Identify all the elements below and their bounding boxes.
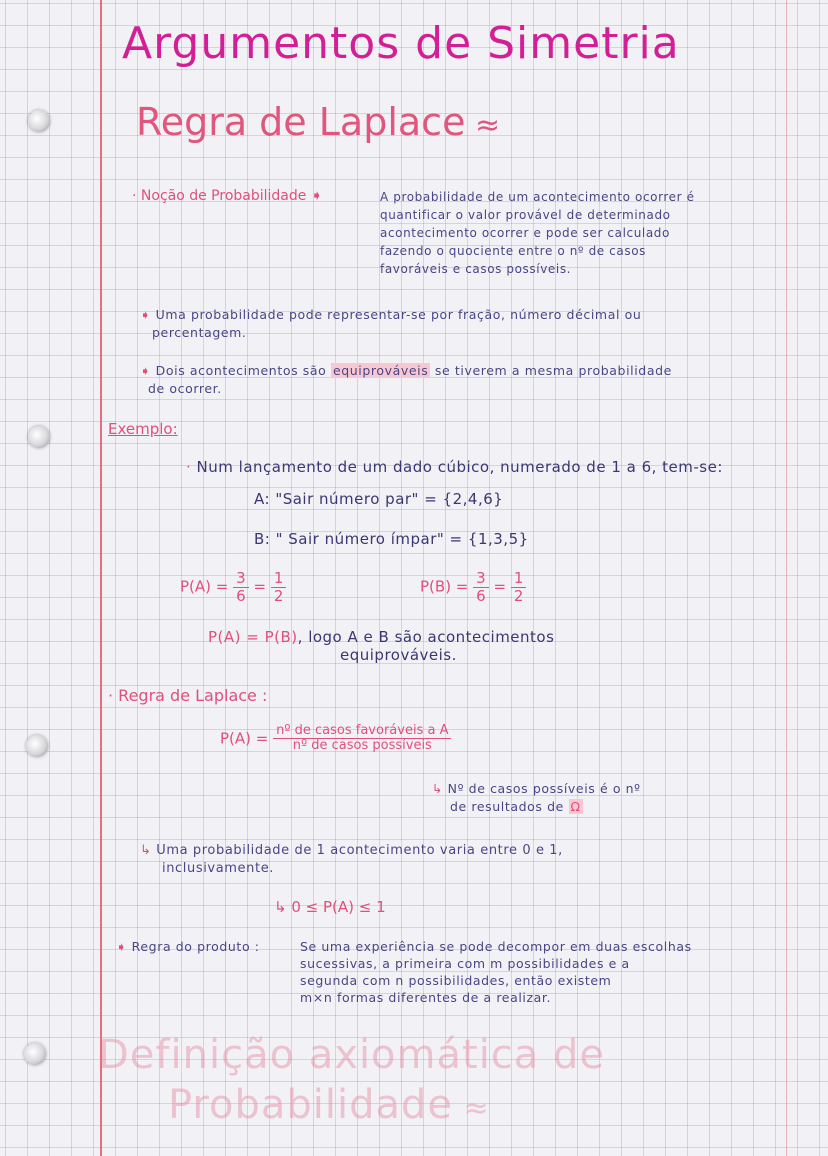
event-b: B: " Sair número ímpar" = {1,3,5} xyxy=(254,530,529,548)
exemplo-intro: · Num lançamento de um dado cúbico, numerado de 1 a 6, tem-se: xyxy=(186,458,723,476)
prob-a: P(A) = $\frac{3}{6}$ = $\frac{1}{2}$ xyxy=(180,570,286,604)
right-margin-line xyxy=(786,0,787,1156)
binder-hole xyxy=(24,1043,46,1065)
page-subtitle: Regra de Laplace ≈ xyxy=(136,100,501,144)
note-representation: ➧ Uma probabilidade pode representar-se por fração, número décimal ou percentagem. xyxy=(140,307,642,340)
produto-definition: Se uma experiência se pode decompor em duas escolhas sucessivas, a primeira com m possibilidades e a segunda com n possibilidades, então existem m×n formas diferentes de a realizar. xyxy=(300,939,692,1005)
nocao-definition: A probabilidade de um acontecimento ocorrer é quantificar o valor provável de determinado acontecimento ocorrer e pode ser calculado fazendo o quociente entre o nº de casos favoráveis e casos possíveis. xyxy=(380,190,695,276)
binder-hole xyxy=(28,426,50,448)
range-note: ↳ Uma probabilidade de 1 acontecimento varia entre 0 e 1, inclusivamente. xyxy=(140,843,563,876)
note-equiprovaveis: ➧ Dois acontecimentos são equiprováveis se tiverem a mesma probabilidade de ocorrer. xyxy=(140,363,672,396)
produto-label: ➧ Regra do produto : xyxy=(116,939,260,954)
laplace-formula: P(A) = $\frac{\text{nº de casos favoráveis a A}}{\text{nº de casos possíveis}}$ xyxy=(220,724,451,754)
conclusion: P(A) = P(B), logo A e B são acontecimentos equiprováveis. xyxy=(208,628,555,664)
laplace-note: ↳ Nº de casos possíveis é o nº de resultados de Ω xyxy=(432,781,641,814)
margin-line xyxy=(100,0,102,1156)
range-expression: ↳ 0 ≤ P(A) ≤ 1 xyxy=(274,898,386,916)
exemplo-label: Exemplo: xyxy=(108,420,178,438)
ghost-heading-line2: Probabilidade ≈ xyxy=(168,1082,490,1128)
ghost-heading-line1: Definição axiomática de xyxy=(98,1032,606,1078)
binder-hole xyxy=(26,735,48,757)
prob-b: P(B) = $\frac{3}{6}$ = $\frac{1}{2}$ xyxy=(420,570,526,604)
binder-hole xyxy=(28,110,50,132)
nocao-label: · Noção de Probabilidade ➧ xyxy=(132,188,323,204)
laplace-label: · Regra de Laplace : xyxy=(108,686,268,705)
event-a: A: "Sair número par" = {2,4,6} xyxy=(254,490,504,508)
page-title: Argumentos de Simetria xyxy=(122,18,680,69)
